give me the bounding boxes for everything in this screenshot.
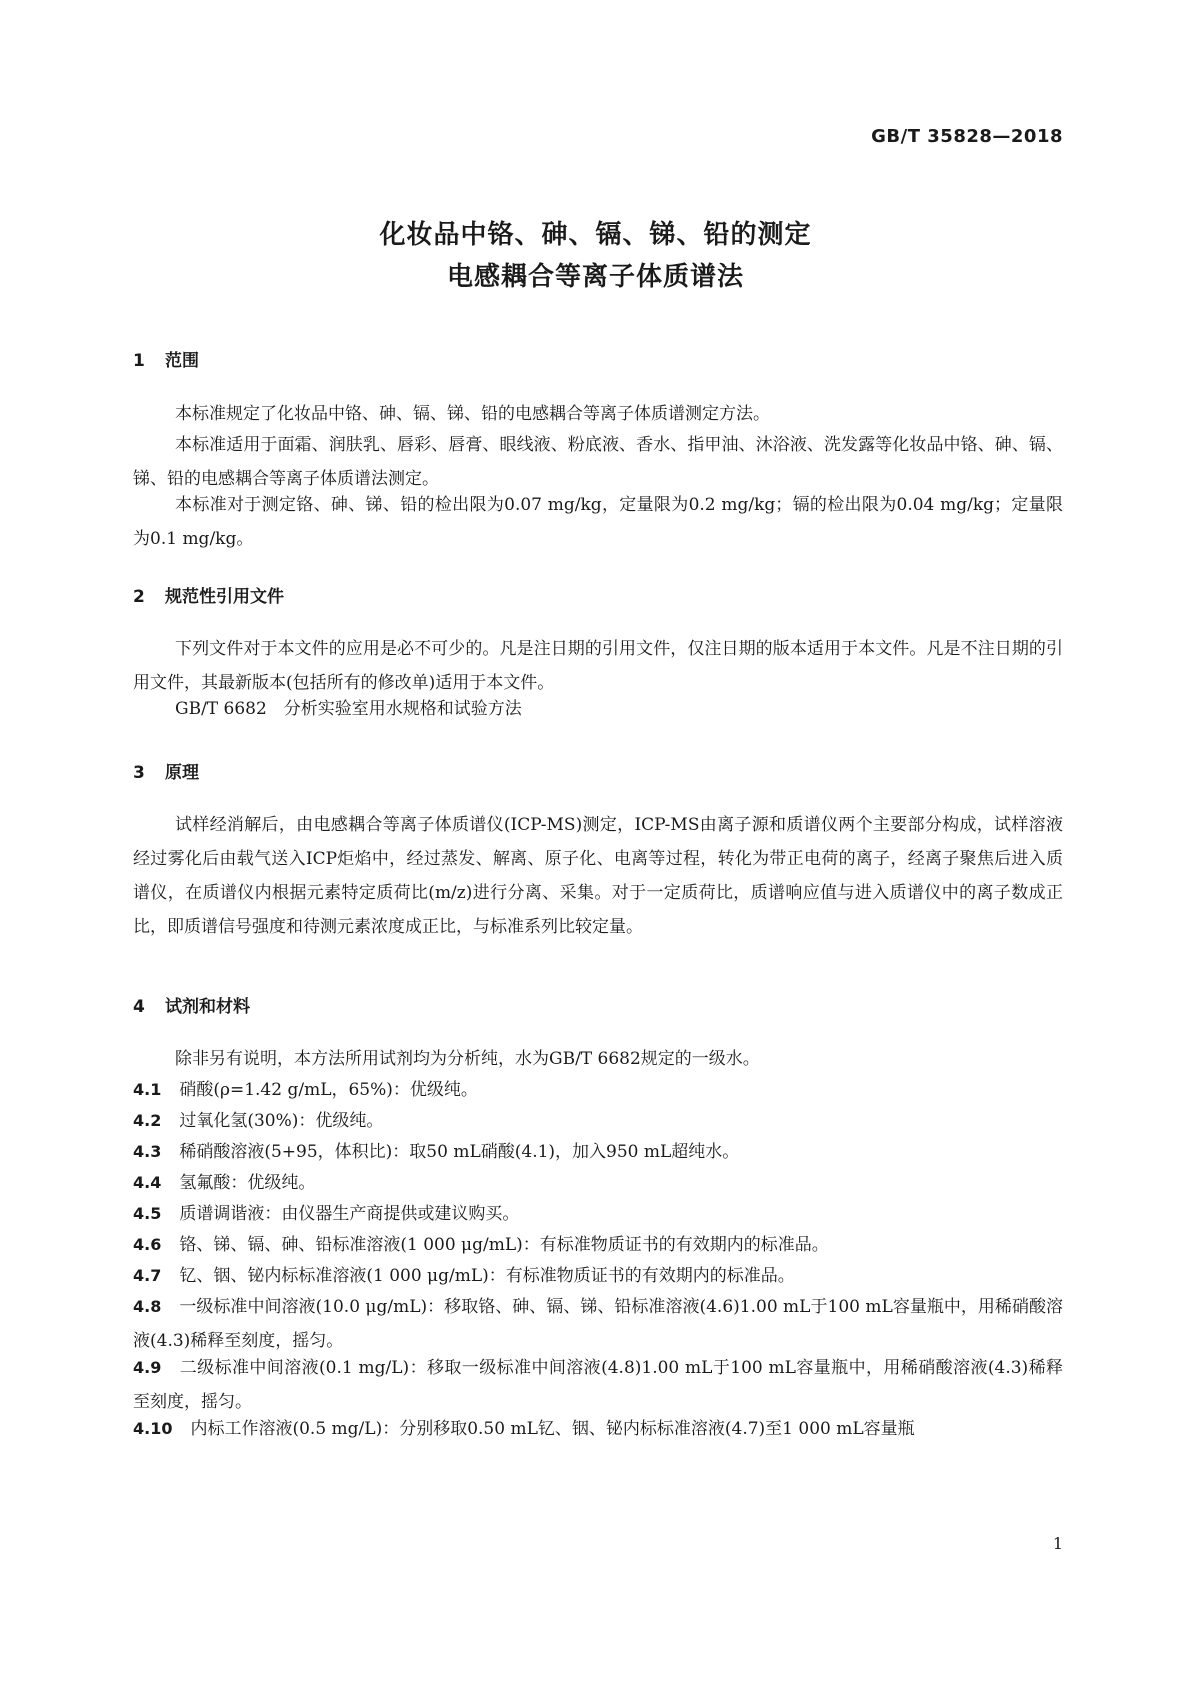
list-item <box>133 1290 1063 1358</box>
item-number: 4.5 <box>133 1204 162 1223</box>
list-item <box>133 1166 1063 1200</box>
item-text: 硝酸(ρ=1.42 g/mL，65%)：优级纯。 <box>179 1080 478 1100</box>
item-text: 内标工作溶液(0.5 mg/L)：分别移取0.50 mL钇、铟、铋内标标准溶液(4.7)至1 000 mL容量瓶 <box>190 1419 915 1439</box>
document-title-line1: 化妆品中铬、砷、镉、锑、铅的测定 <box>379 220 812 250</box>
item-text: 质谱调谐液：由仪器生产商提供或建议购买。 <box>179 1204 520 1224</box>
item-number: 4.3 <box>133 1142 162 1161</box>
item-number: 4.1 <box>133 1080 162 1099</box>
item-number: 4.7 <box>133 1266 162 1285</box>
list-item <box>133 1351 1063 1419</box>
item-text: 铬、锑、镉、砷、铅标准溶液(1 000 μg/mL)：有标准物质证书的有效期内的标准品。 <box>179 1235 829 1255</box>
item-number: 4.9 <box>133 1358 162 1377</box>
page-number: 1 <box>1052 1534 1063 1553</box>
item-text: 过氧化氢(30%)：优级纯。 <box>179 1111 384 1131</box>
item-number: 4.8 <box>133 1297 162 1316</box>
section-heading-normative-references <box>133 582 284 607</box>
item-text: 二级标准中间溶液(0.1 mg/L)：移取一级标准中间溶液(4.8)1.00 mL于100 mL容量瓶中，用稀硝酸溶液(4.3)稀释至刻度，摇匀。 <box>133 1358 1063 1412</box>
section-title: 规范性引用文件 <box>165 587 284 607</box>
list-item <box>133 1104 1063 1138</box>
section-number: 4 <box>133 997 145 1017</box>
item-number: 4.4 <box>133 1173 162 1192</box>
item-number: 4.6 <box>133 1235 162 1254</box>
paragraph: 本标准适用于面霜、润肤乳、唇彩、唇膏、眼线液、粉底液、香水、指甲油、沐浴液、洗发露等化妆品中铬、砷、镉、锑、铅的电感耦合等离子体质谱法测定。 <box>133 435 1063 489</box>
item-text: 稀硝酸溶液(5+95，体积比)：取50 mL硝酸(4.1)，加入950 mL超纯水。 <box>179 1142 740 1162</box>
section-heading-reagents <box>133 992 250 1017</box>
section-title: 试剂和材料 <box>165 997 250 1017</box>
reference-entry: GB/T 6682 分析实验室用水规格和试验方法 <box>175 699 522 719</box>
item-text: 钇、铟、铋内标标准溶液(1 000 μg/mL)：有标准物质证书的有效期内的标准品。 <box>179 1266 795 1286</box>
paragraph: 试样经消解后，由电感耦合等离子体质谱仪(ICP-MS)测定，ICP-MS由离子源和质谱仪两个主要部分构成，试样溶液经过雾化后由载气送入ICP炬焰中，经过蒸发、解离、原子化、电离等过程，转化为带正电荷的离子，经离子聚焦后进入质谱仪，在质谱仪内根据元素特定质荷比(m/z)进行分离、采集。对于一定质荷比，质谱响应值与进入质谱仪中的离子数成正比，即质谱信号强度和待测元素浓度成正比，与标准系列比较定量。 <box>133 815 1063 937</box>
section-number: 1 <box>133 351 145 371</box>
list-item <box>133 1073 1063 1107</box>
paragraph: 下列文件对于本文件的应用是必不可少的。凡是注日期的引用文件，仅注日期的版本适用于本文件。凡是不注日期的引用文件，其最新版本(包括所有的修改单)适用于本文件。 <box>133 639 1063 693</box>
section-heading-principle <box>133 758 199 783</box>
paragraph: 本标准对于测定铬、砷、锑、铅的检出限为0.07 mg/kg，定量限为0.2 mg/kg；镉的检出限为0.04 mg/kg；定量限为0.1 mg/kg。 <box>133 495 1063 549</box>
paragraph: 除非另有说明，本方法所用试剂均为分析纯，水为GB/T 6682规定的一级水。 <box>175 1049 760 1069</box>
section-title: 原理 <box>165 763 199 783</box>
section-title: 范围 <box>165 351 199 371</box>
document-title-line2: 电感耦合等离子体质谱法 <box>446 262 744 292</box>
list-item <box>133 1197 1063 1231</box>
section-number: 3 <box>133 763 145 783</box>
paragraph: 本标准规定了化妆品中铬、砷、镉、锑、铅的电感耦合等离子体质谱测定方法。 <box>175 404 770 424</box>
item-number: 4.2 <box>133 1111 162 1130</box>
section-number: 2 <box>133 587 145 607</box>
item-text: 氢氟酸：优级纯。 <box>179 1173 316 1193</box>
item-text: 一级标准中间溶液(10.0 μg/mL)：移取铬、砷、镉、锑、铅标准溶液(4.6)1.00 mL于100 mL容量瓶中，用稀硝酸溶液(4.3)稀释至刻度，摇匀。 <box>133 1297 1063 1351</box>
standard-number: GB/T 35828—2018 <box>871 126 1063 147</box>
list-item <box>133 1412 1063 1446</box>
list-item <box>133 1228 1063 1262</box>
section-heading-scope <box>133 346 199 371</box>
list-item <box>133 1135 1063 1169</box>
list-item <box>133 1259 1063 1293</box>
item-number: 4.10 <box>133 1419 173 1438</box>
